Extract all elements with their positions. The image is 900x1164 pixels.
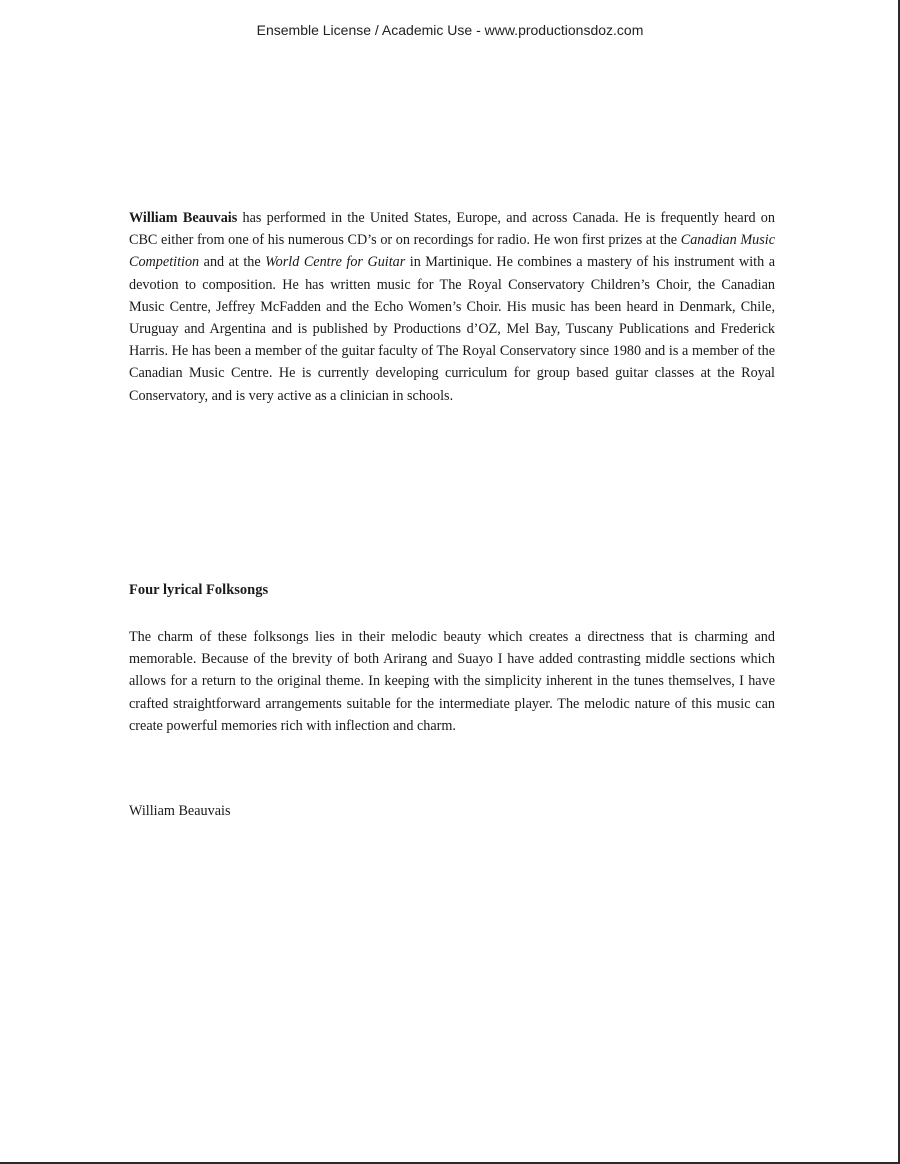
bio-text-3: in Martinique. He combines a mastery of his instrument with a devotion to composition. He has written music for The Royal Conservatory Children’s Choir, the Canadian Music Centre, Jeffrey McFadden and the Echo Women’s Choir. His music has been heard in Denmark, Chile, Uruguay and Argentina and is published by Productions d’OZ, Mel Bay, Tuscany Publications and Frederick Harris. He has been a member of the guitar faculty of The Royal Conservatory since 1980 and is a member of the Canadian Music Centre. He is currently developing curriculum for group based guitar classes at the Royal Conservatory, and is very active as a clinician in schools. <box>129 254 775 404</box>
license-header: Ensemble License / Academic Use - www.productionsdoz.com <box>256 22 644 38</box>
section-title: Four lyrical Folksongs <box>129 582 269 598</box>
bio-text-1: has performed in the United States, Europe, and across Canada. He is frequently heard on CBC either from one of his numerous CD’s or on recordings for radio. He won first prizes at the <box>129 210 775 249</box>
author-signature: William Beauvais <box>129 803 231 819</box>
bio-text-2: and at the <box>199 254 266 271</box>
composer-name: William Beauvais <box>129 210 238 226</box>
competition-name-2: World Centre for Guitar <box>265 254 406 271</box>
biography-paragraph <box>129 207 775 407</box>
program-notes-paragraph: The charm of these folksongs lies in their melodic beauty which creates a directness that is charming and memorable. Because of the brevity of both Arirang and Suayo I have added contrasting middle sections which allows for a return to the original theme. In keeping with the simplicity inherent in the tunes themselves, I have crafted straightforward arrangements suitable for the intermediate player. The melodic nature of this music can create powerful memories rich with inflection and charm. <box>129 629 775 734</box>
competition-name-1: Canadian Music Competition <box>129 232 776 271</box>
